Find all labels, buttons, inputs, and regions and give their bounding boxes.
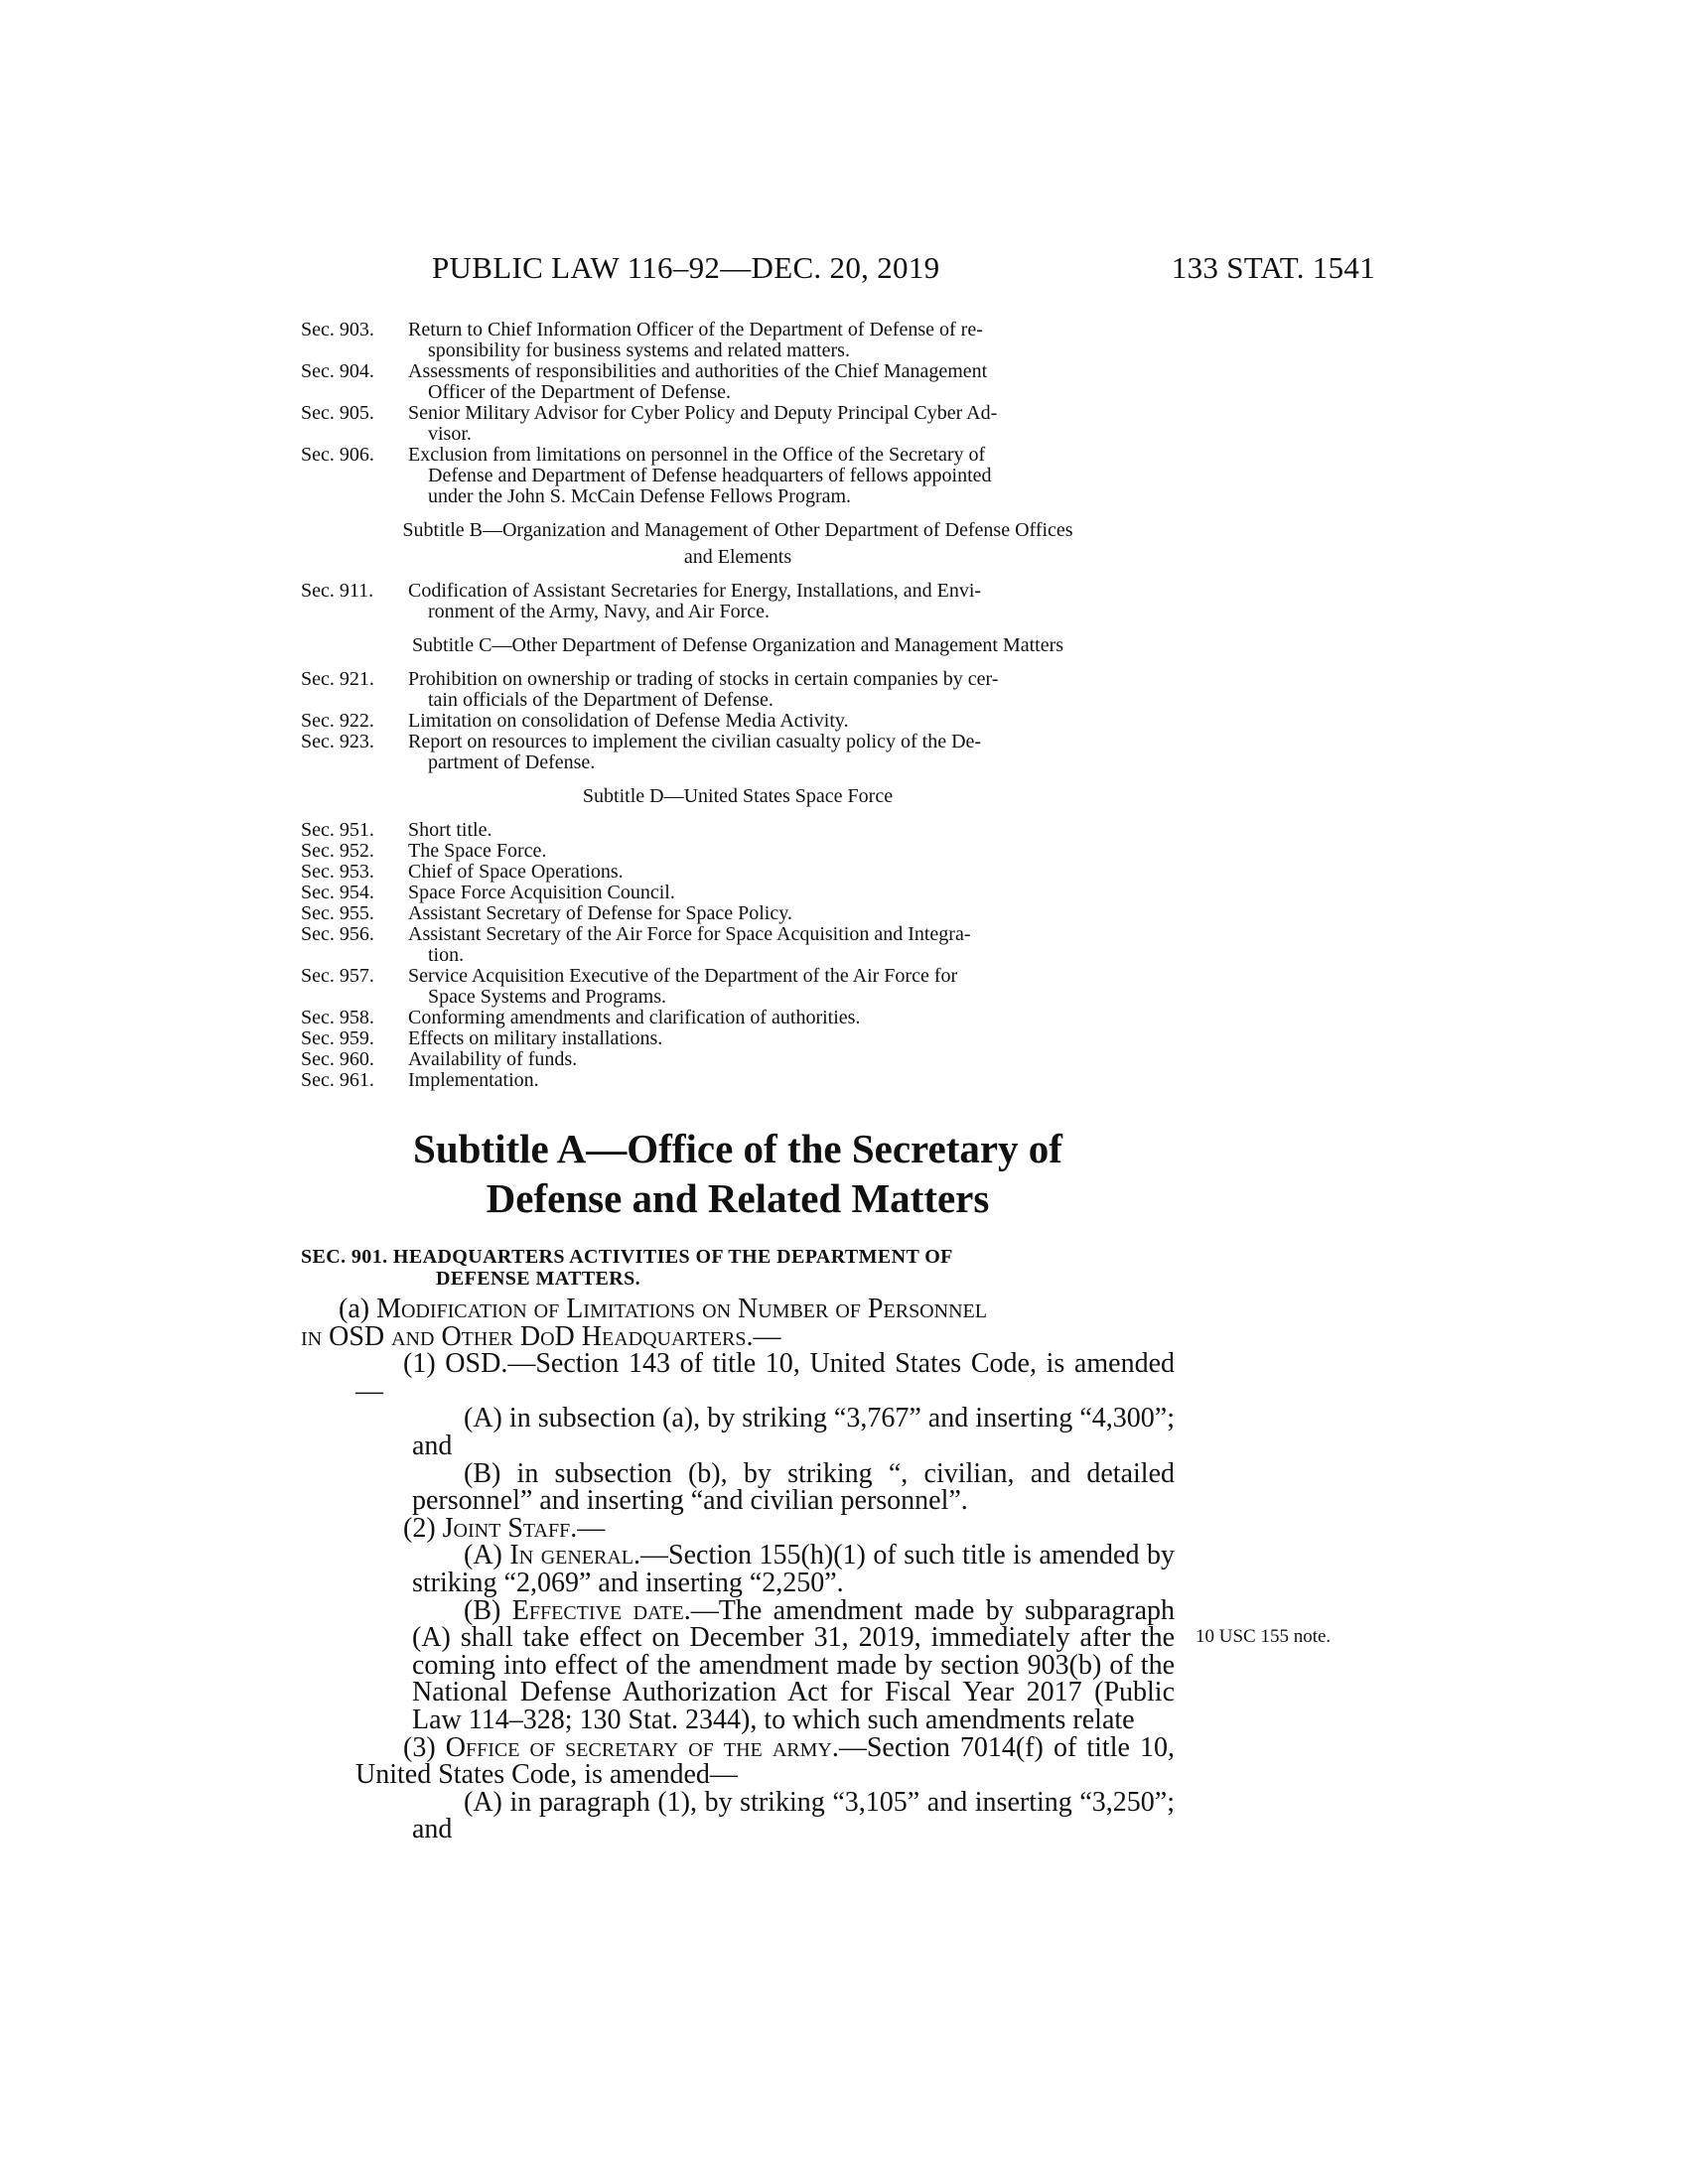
toc-subtitle-b <box>301 517 1175 571</box>
toc-entry-921 <box>301 669 1175 711</box>
toc-section-title-cont: tion. <box>428 944 465 966</box>
subtitle-a-heading-line2: Defense and Related Matters <box>486 1175 990 1221</box>
toc-section-title: Assessments of responsibilities and authorities of the Chief Management <box>408 360 988 382</box>
paragraph-3 <box>301 1731 1175 1791</box>
toc-section-number: Sec. 959. <box>301 1027 374 1049</box>
subtitle-a-heading <box>301 1124 1175 1223</box>
toc-entry-905 <box>301 403 1175 445</box>
paragraph-2-dash: .— <box>570 1512 606 1544</box>
toc-section-title: Space Force Acquisition Council. <box>408 882 675 903</box>
toc-subtitle-b-line1: Subtitle B—Organization and Management of Other Department of Defense Offices <box>402 519 1073 541</box>
toc-entry-951 <box>301 820 1175 841</box>
toc-entry-960 <box>301 1049 1175 1070</box>
toc-section-title-cont: visor. <box>428 423 472 445</box>
toc-section-number: Sec. 961. <box>301 1069 374 1091</box>
toc-section-number: Sec. 955. <box>301 902 374 924</box>
toc-entry-958 <box>301 1008 1175 1028</box>
subparagraph-2B-number: (B) <box>464 1594 512 1626</box>
subparagraph-2A-heading: In general <box>509 1540 634 1571</box>
subparagraph-1A: (A) in subsection (a), by striking “3,767” and inserting “4,300”; and <box>412 1403 1175 1461</box>
toc-section-title-cont: ronment of the Army, Navy, and Air Force. <box>428 601 770 622</box>
margin-note-usc-citation: 10 USC 155 note. <box>1196 1626 1332 1647</box>
toc-entry-953 <box>301 862 1175 883</box>
toc-section-number: Sec. 921. <box>301 668 374 690</box>
subsection-a-heading: Modification of Limitations on Number of Personnel <box>376 1294 987 1324</box>
toc-entry-906 <box>301 445 1175 507</box>
toc-section-number: Sec. 903. <box>301 319 374 341</box>
toc-entry-903 <box>301 320 1175 361</box>
section-901-heading <box>301 1246 1175 1290</box>
toc-section-title-cont: partment of Defense. <box>428 751 596 773</box>
toc-section-number: Sec. 952. <box>301 840 374 862</box>
toc-entry-954 <box>301 883 1175 903</box>
toc-section-title: Implementation. <box>408 1069 539 1091</box>
paragraph-3-text: .—Section 7014(f) of title 10, United States Code, is amended— <box>355 1731 1175 1791</box>
toc-section-number: Sec. 906. <box>301 444 374 466</box>
subparagraph-3A: (A) in paragraph (1), by striking “3,105” and inserting “3,250”; and <box>412 1786 1175 1845</box>
toc-entry-922 <box>301 711 1175 732</box>
toc-section-title: Prohibition on ownership or trading of stocks in certain companies by cer- <box>408 668 999 690</box>
toc-section-title: Assistant Secretary of Defense for Space Policy. <box>408 902 792 924</box>
toc-entry-923 <box>301 732 1175 773</box>
paragraph-1: (1) OSD.—Section 143 of title 10, United States Code, is amended— <box>355 1348 1175 1407</box>
public-law-citation: PUBLIC LAW 116–92—DEC. 20, 2019 <box>432 250 940 285</box>
toc-entry-957 <box>301 966 1175 1008</box>
toc-entry-956 <box>301 924 1175 966</box>
toc-section-title: Short title. <box>408 819 492 841</box>
toc-section-number: Sec. 904. <box>301 360 374 382</box>
toc-section-title: Return to Chief Information Officer of the Department of Defense of re- <box>408 319 983 341</box>
toc-section-title: Chief of Space Operations. <box>408 861 624 883</box>
paragraph-2-heading: Joint Staff <box>442 1512 571 1544</box>
toc-section-title: Codification of Assistant Secretaries for Energy, Installations, and Envi- <box>408 580 982 602</box>
toc-section-title-cont: sponsibility for business systems and related matters. <box>428 340 850 361</box>
toc-section-title-cont: tain officials of the Department of Defense. <box>428 689 774 711</box>
subparagraph-2B-heading: Effective date <box>511 1594 684 1626</box>
toc-section-title: Service Acquisition Executive of the Department of the Air Force for <box>408 965 958 987</box>
toc-subtitle-b-line2: and Elements <box>683 546 792 568</box>
toc-section-title: Effects on military installations. <box>408 1027 663 1049</box>
subtitle-a-heading-line1: Subtitle A—Office of the Secretary of <box>413 1126 1062 1171</box>
paragraph-2-number: (2) <box>403 1512 443 1544</box>
toc-entry-911 <box>301 581 1175 622</box>
subsection-a-number: (a) <box>339 1294 377 1324</box>
toc-section-number: Sec. 960. <box>301 1048 374 1070</box>
toc-section-title: Conforming amendments and clarification of authorities. <box>408 1007 861 1028</box>
subparagraph-2B-text: .—The amendment made by subparagraph (A) shall take effect on December 31, 2019, immediately after the coming into effect of the amendment made by section 903(b) of the National Defense Authorization Act for Fiscal Year 2017 (Public Law 114–328; 130 Stat. 2344), to which such amendments relate <box>412 1594 1176 1735</box>
toc-section-title: Exclusion from limitations on personnel in the Office of the Secretary of <box>408 444 986 466</box>
toc-subtitle-d: Subtitle D—United States Space Force <box>582 785 894 807</box>
toc-section-number: Sec. 922. <box>301 710 374 732</box>
toc-section-number: Sec. 956. <box>301 923 374 945</box>
subsection-a-heading-cont: in OSD and Other DoD Headquarters <box>301 1320 747 1352</box>
toc-section-title-cont: Space Systems and Programs. <box>428 986 666 1008</box>
toc-entry-952 <box>301 841 1175 862</box>
paragraph-3-heading: Office of secretary of the army <box>445 1731 832 1763</box>
toc-section-number: Sec. 905. <box>301 402 374 424</box>
toc-entry-961 <box>301 1070 1175 1091</box>
toc-section-title: Availability of funds. <box>408 1048 578 1070</box>
subparagraph-2A-text: .—Section 155(h)(1) of such title is amended by striking “2,069” and inserting “2,250”. <box>412 1540 1175 1598</box>
toc-section-number: Sec. 953. <box>301 861 374 883</box>
section-901-body <box>301 1296 1175 1843</box>
page-header <box>298 250 1375 290</box>
toc-section-title: The Space Force. <box>408 840 547 862</box>
toc-section-number: Sec. 958. <box>301 1007 374 1028</box>
section-heading-line1: SEC. 901. HEADQUARTERS ACTIVITIES OF THE DEPARTMENT OF <box>301 1246 953 1268</box>
toc-section-number: Sec. 911. <box>301 580 374 602</box>
subsection-a <box>301 1296 1175 1350</box>
toc-section-title: Report on resources to implement the civilian casualty policy of the De- <box>408 731 982 752</box>
toc-section-title-cont: Officer of the Department of Defense. <box>428 381 732 403</box>
toc-section-title-cont: Defense and Department of Defense headquarters of fellows appointed <box>428 465 992 486</box>
subparagraph-2B <box>301 1594 1176 1735</box>
toc-entry-955 <box>301 903 1175 924</box>
toc-section-title-cont: under the John S. McCain Defense Fellows Program. <box>428 485 852 507</box>
toc-section-title: Assistant Secretary of the Air Force for Space Acquisition and Integra- <box>408 923 971 945</box>
paragraph-3-number: (3) <box>403 1731 446 1763</box>
toc-section-title: Senior Military Advisor for Cyber Policy and Deputy Principal Cyber Ad- <box>408 402 998 424</box>
toc-section-number: Sec. 957. <box>301 965 374 987</box>
statute-page-number: 133 STAT. 1541 <box>1171 250 1375 285</box>
toc-section-number: Sec. 954. <box>301 882 374 903</box>
table-of-contents <box>301 320 1175 1091</box>
subparagraph-2A <box>301 1542 1175 1596</box>
toc-entry-904 <box>301 361 1175 403</box>
toc-entry-959 <box>301 1028 1175 1049</box>
section-heading-line2: DEFENSE MATTERS. <box>436 1268 641 1290</box>
toc-section-number: Sec. 923. <box>301 731 374 752</box>
toc-subtitle-c: Subtitle C—Other Department of Defense Organization and Management Matters <box>411 634 1064 656</box>
subsection-a-dash: .— <box>746 1320 781 1352</box>
subparagraph-2A-number: (A) <box>464 1540 510 1571</box>
paragraph-2 <box>301 1512 1175 1544</box>
toc-section-title: Limitation on consolidation of Defense Media Activity. <box>408 710 849 732</box>
toc-section-number: Sec. 951. <box>301 819 374 841</box>
subparagraph-1B: (B) in subsection (b), by striking “, civilian, and detailed personnel” and inserting “and civilian personnel”. <box>412 1457 1175 1517</box>
